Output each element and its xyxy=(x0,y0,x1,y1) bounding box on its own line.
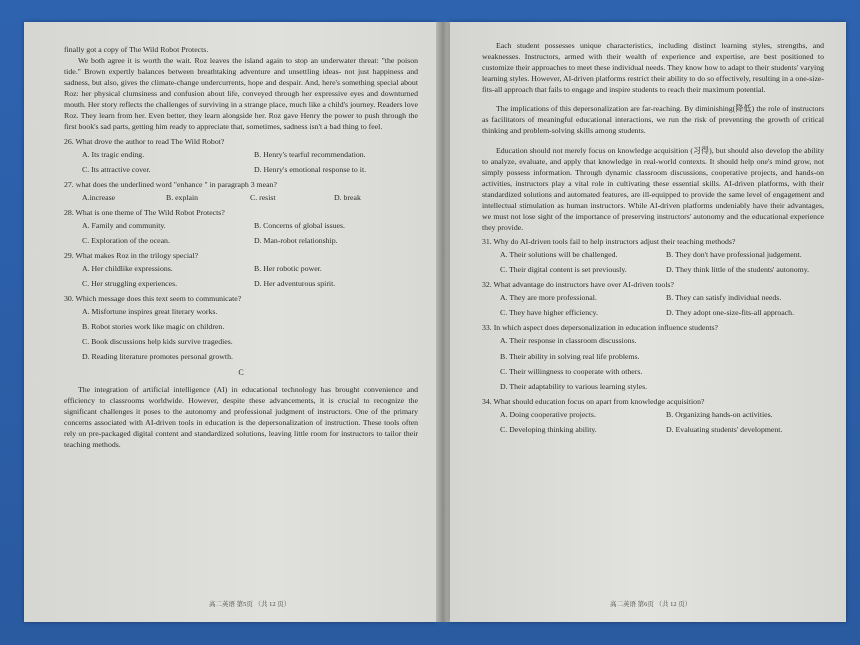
book-spine xyxy=(436,22,450,622)
answer-option: C. They have higher efficiency. xyxy=(500,308,598,318)
answer-options xyxy=(500,292,824,318)
paragraph: The integration of artificial intelligence (AI) in educational technology has brought convenience and efficiency to classrooms worldwide. However, despite these advancements, it is crucial to recognize the significant challenges it poses to the autonomy and professional judgment of instructors. One of the primary concerns associated with AI-driven tools in education is the depersonalization of instruction. These tools often rely on pre-packaged digital content and standardized solutions, leaving little room for instructors to tailor their teaching methods. xyxy=(64,384,418,450)
page-footer: 高二英语 第6页 （共 12 页） xyxy=(610,601,692,608)
answer-options xyxy=(82,263,418,289)
answer-option: A. Its tragic ending. xyxy=(82,149,145,159)
question-stem: 32. What advantage do instructors have over AI-driven tools? xyxy=(482,280,674,290)
question-stem: 28. What is one theme of The Wild Robot Protects? xyxy=(64,207,225,217)
answer-option: A. Their response in classroom discussions. xyxy=(500,336,637,346)
question-list xyxy=(482,236,824,435)
answer-option: D. Man-robot relationship. xyxy=(254,235,338,245)
answer-option: A. Family and community. xyxy=(82,220,166,230)
answer-option: D. They adopt one-size-fits-all approach. xyxy=(666,308,795,318)
answer-options xyxy=(82,192,418,203)
answer-options xyxy=(82,220,418,246)
answer-option: A. They are more professional. xyxy=(500,293,597,303)
answer-option: B. Her robotic power. xyxy=(254,264,322,274)
answer-option: C. Exploration of the ocean. xyxy=(82,235,170,245)
paragraph: finally got a copy of The Wild Robot Protects. xyxy=(64,45,209,54)
section-heading: C xyxy=(238,367,244,377)
answer-options xyxy=(82,306,418,362)
answer-option: A. Their solutions will be challenged. xyxy=(500,250,618,260)
answer-option: B. Henry's tearful recommendation. xyxy=(254,149,366,159)
paragraph: Each student possesses unique characteristics, including distinct learning styles, strengths, and weaknesses. Instructors, armed with their wealth of experience and expertise, are best positioned to customize their approaches to meet these individual needs. They know how to adapt to their students' varying learning styles. However, AI-driven platforms restrict their ability to do so effectively, resulting in a one-size-fits-all approach that fails to engage and inspire students to reach their maximum potential. xyxy=(482,41,824,95)
right-page-content xyxy=(482,40,824,439)
answer-option: A. Doing cooperative projects. xyxy=(500,409,596,419)
answer-option: C. Their digital content is set previously. xyxy=(500,265,627,275)
question-stem: 31. Why do AI-driven tools fail to help instructors adjust their teaching methods? xyxy=(482,237,736,246)
paragraph: The implications of this depersonalization are far-reaching. By diminishing(降低) the role of instructors as facilitators of meaningful educational interactions, we run the risk of preventing the growth of critical thinking and problem-solving skills among students. xyxy=(482,104,824,136)
right-page xyxy=(450,22,846,622)
answer-option: C. resist xyxy=(250,192,276,202)
answer-option: A. Misfortune inspires great literary works. xyxy=(82,307,218,317)
answer-option: C. Their willingness to cooperate with others. xyxy=(500,366,643,376)
question-stem: 27. what does the underlined word "enhance " in paragraph 3 mean? xyxy=(64,179,277,189)
left-page xyxy=(24,22,436,622)
answer-options xyxy=(500,409,824,435)
question-list xyxy=(64,136,418,363)
answer-option: D. Evaluating students' development. xyxy=(666,424,783,434)
paragraph: We both agree it is worth the wait. Roz leaves the island again to stop an underwater threat: "the poison tide." Brown expertly balances between breathtaking adventure and unsettling ideas- not just happiness and sadness, but also, gives the climate-change undercurrents, hope and despair. And, here's something special about Roz: her physical clumsiness and confusion about life, conveyed through her expressive eyes and downturned mouth. Her story reflects the challenges of surviving in a strange place, much like a child's journey. Readers love Roz. They learn from her. Even better, they learn alongside her. Roz gave Henry the power to push through the first book's sad parts, getting him ready to appreciate that, sometimes, sadness isn't a bad thing to feel. xyxy=(64,56,418,132)
answer-option: A.increase xyxy=(82,192,116,202)
answer-option: B. They can satisfy individual needs. xyxy=(666,293,782,303)
answer-option: B. Concerns of global issues. xyxy=(254,220,345,230)
answer-option: D. Their adaptability to various learning styles. xyxy=(500,381,648,391)
question-stem: 30. Which message does this text seem to communicate? xyxy=(64,294,242,304)
question-stem: 33. In which aspect does depersonalization in education influence students? xyxy=(482,323,718,333)
answer-option: A. Her childlike expressions. xyxy=(82,264,173,274)
answer-option: C. Book discussions help kids survive tragedies. xyxy=(82,337,233,347)
answer-option: D. Her adventurous spirit. xyxy=(254,279,336,289)
answer-option: C. Its attractive cover. xyxy=(82,164,151,174)
question-stem: 29. What makes Roz in the trilogy special? xyxy=(64,251,199,260)
answer-options xyxy=(82,149,418,175)
answer-option: B. Their ability in solving real life problems. xyxy=(500,351,640,361)
page-footer: 高二英语 第5页 （共 12 页） xyxy=(209,601,291,608)
answer-option: B. explain xyxy=(166,192,199,202)
left-page-content xyxy=(64,44,418,450)
answer-options xyxy=(500,335,824,391)
answer-option: D. Reading literature promotes personal growth. xyxy=(82,352,233,362)
answer-option: B. They don't have professional judgement. xyxy=(666,250,802,260)
answer-option: C. Her struggling experiences. xyxy=(82,279,178,289)
answer-option: D. Henry's emotional response to it. xyxy=(254,164,367,174)
answer-option: C. Developing thinking ability. xyxy=(500,424,597,434)
question-stem: 26. What drove the author to read The Wild Robot? xyxy=(64,136,225,146)
question-stem: 34. What should education focus on apart from knowledge acquisition? xyxy=(482,396,705,406)
paragraph: Education should not merely focus on knowledge acquisition (习得), but should also develop the ability to analyze, evaluate, and apply that knowledge in real-world contexts. It should help one's mind grow, not simply possess information. Through dynamic classroom discussions, cooperative projects, and hands-on activities, instructors play a vital role in cultivating these essential skills. AI-driven platforms, with their standardized solutions and automated features, are ill-equipped to provide the same level of engagement and intellectual stimulation as human instructors. While AI-driven platforms undeniably have their advantages, we must not lose sight of the importance of preserving instructors' autonomy and the educational experience they provide. xyxy=(482,145,824,232)
answer-option: D. They think little of the students' autonomy. xyxy=(666,265,810,275)
answer-options xyxy=(500,249,824,275)
answer-option: B. Organizing hands-on activities. xyxy=(666,409,773,419)
answer-option: D. break xyxy=(334,192,361,202)
answer-option: B. Robot stories work like magic on children. xyxy=(82,322,225,332)
